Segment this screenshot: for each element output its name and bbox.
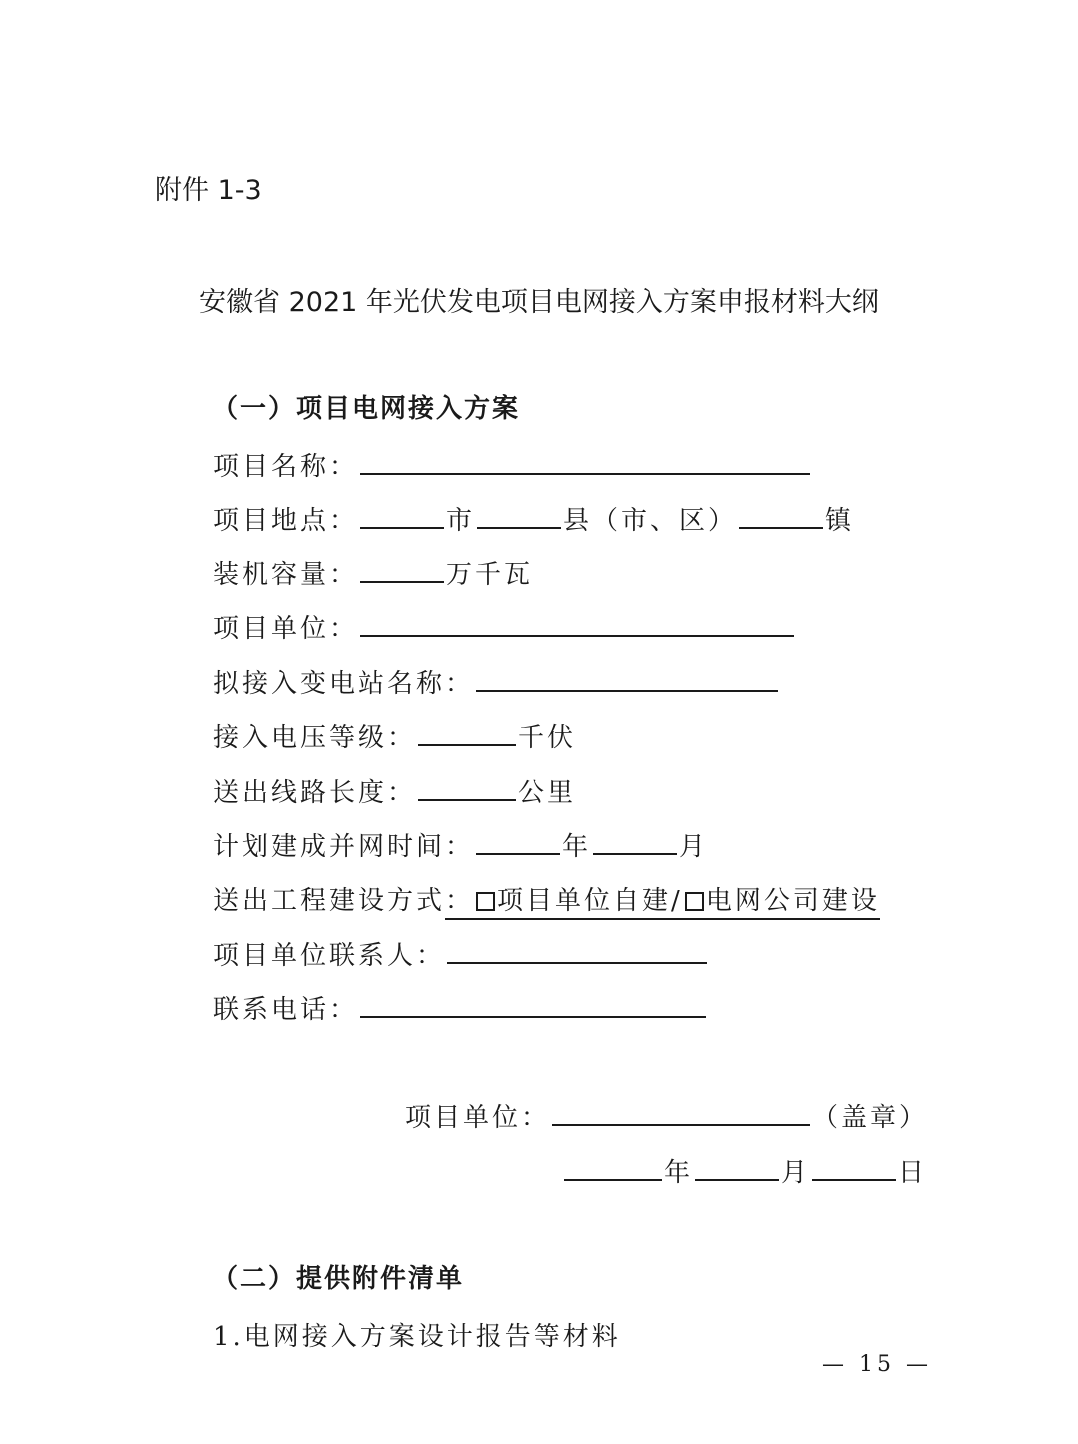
field-label: 拟接入变电站名称： <box>213 669 475 699</box>
voltage-unit: 千伏 <box>518 723 577 753</box>
project-name-blank[interactable] <box>360 447 810 475</box>
contact-person-blank[interactable] <box>447 936 707 964</box>
field-label: 项目地点： <box>213 506 359 536</box>
field-label: 计划建成并网时间： <box>213 832 475 862</box>
line-length-blank[interactable] <box>418 773 516 801</box>
page-number: — 15 — <box>822 1352 932 1377</box>
section2-heading: （二）提供附件清单 <box>212 1264 465 1294</box>
town-unit: 镇 <box>825 506 855 536</box>
signature-date-row <box>562 1152 927 1189</box>
city-blank[interactable] <box>360 501 444 529</box>
field-project-unit <box>213 608 796 645</box>
attachment-label: 附件 1-3 <box>155 175 262 206</box>
grid-year-blank[interactable] <box>476 827 560 855</box>
sign-day-blank[interactable] <box>812 1153 896 1181</box>
sign-day-unit: 日 <box>898 1158 928 1188</box>
county-blank[interactable] <box>477 501 561 529</box>
sign-month-blank[interactable] <box>695 1153 779 1181</box>
line-length-unit: 公里 <box>518 778 577 808</box>
field-label: 项目名称： <box>213 452 359 482</box>
sign-year-unit: 年 <box>664 1158 694 1188</box>
town-blank[interactable] <box>739 501 823 529</box>
checkbox-grid-build[interactable] <box>685 892 704 911</box>
phone-blank[interactable] <box>360 990 706 1018</box>
county-unit: 县（市、区） <box>563 506 738 536</box>
field-capacity <box>213 554 533 591</box>
field-label: 接入电压等级： <box>213 723 417 753</box>
checkbox-self-build[interactable] <box>476 892 495 911</box>
sign-month-unit: 月 <box>781 1158 811 1188</box>
field-label: 联系电话： <box>213 995 359 1025</box>
construction-colon: ： <box>445 886 475 916</box>
attachment-list-item: 1.电网接入方案设计报告等材料 <box>213 1322 621 1352</box>
field-contact-person <box>213 935 709 972</box>
option-grid-build: 电网公司建设 <box>705 886 880 916</box>
grid-month-blank[interactable] <box>593 827 677 855</box>
document-title: 安徽省 2021 年光伏发电项目电网接入方案申报材料大纲 <box>199 287 879 318</box>
construction-options <box>445 880 880 920</box>
substation-blank[interactable] <box>476 664 778 692</box>
project-unit-blank[interactable] <box>360 609 794 637</box>
field-label: 装机容量： <box>213 560 359 590</box>
option-separator: / <box>671 886 683 916</box>
field-project-name <box>213 446 812 483</box>
voltage-blank[interactable] <box>418 718 516 746</box>
capacity-unit: 万千瓦 <box>446 560 534 590</box>
signature-unit-row <box>405 1097 928 1134</box>
seal-label: （盖章） <box>812 1103 929 1133</box>
field-label: 送出工程建设方式 <box>213 886 446 916</box>
signature-unit-blank[interactable] <box>552 1098 810 1126</box>
section1-heading: （一）项目电网接入方案 <box>212 394 521 424</box>
month-unit: 月 <box>679 832 709 862</box>
city-unit: 市 <box>446 506 476 536</box>
field-voltage <box>213 717 576 754</box>
field-line-length <box>213 772 576 809</box>
field-grid-time <box>213 826 708 863</box>
field-substation <box>213 663 780 700</box>
field-label: 项目单位联系人： <box>213 941 446 971</box>
field-label: 送出线路长度： <box>213 778 417 808</box>
sign-year-blank[interactable] <box>564 1153 662 1181</box>
field-project-location <box>213 500 854 537</box>
signature-unit-label: 项目单位： <box>405 1103 551 1133</box>
field-label: 项目单位： <box>213 614 359 644</box>
field-phone <box>213 989 708 1026</box>
year-unit: 年 <box>562 832 592 862</box>
field-construction-mode <box>213 880 880 920</box>
option-self-build: 项目单位自建 <box>497 886 672 916</box>
capacity-blank[interactable] <box>360 555 444 583</box>
